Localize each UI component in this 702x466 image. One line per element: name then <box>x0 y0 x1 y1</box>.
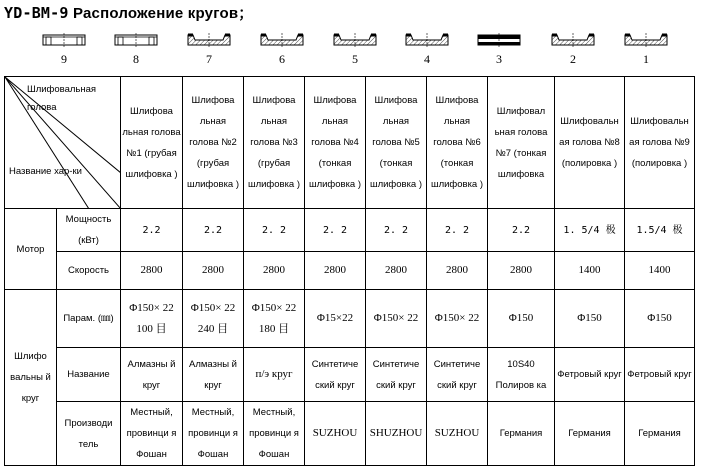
power-cell: 2.2 <box>121 209 183 252</box>
speed-cell: 1400 <box>625 252 695 290</box>
maker-cell: SUZHOU <box>427 402 488 466</box>
wheel-diagram-1 <box>624 28 668 76</box>
head-cell-6: Шлифова льная голова №6 (тонкая шлифовка ) <box>427 77 488 209</box>
speed-cell: 1400 <box>555 252 625 290</box>
params-cell: Φ150 <box>625 290 695 348</box>
wheel-number: 7 <box>206 52 212 66</box>
power-cell: 1. 5/4 极 <box>555 209 625 252</box>
speed-cell: 2800 <box>427 252 488 290</box>
head-cell-5: Шлифова льная голова №5 (тонкая шлифовка ) <box>366 77 427 209</box>
wheel-diagram-2 <box>551 28 595 76</box>
title-text: Расположение кругов； <box>73 5 254 22</box>
flat-wheel-icon <box>114 32 158 48</box>
params-row <box>5 290 695 348</box>
cup-wheel-icon <box>187 32 231 48</box>
wheel-diagram-8 <box>114 28 158 76</box>
name-cell: Синтетиче ский круг <box>305 348 366 402</box>
document-title <box>4 2 253 23</box>
speed-cell: 2800 <box>183 252 244 290</box>
name-cell: Синтетиче ский круг <box>427 348 488 402</box>
maker-cell: Местный, провинци я Фошан <box>183 402 244 466</box>
name-cell: Фетровый круг <box>555 348 625 402</box>
table-header-row <box>5 77 695 209</box>
speed-cell: 2800 <box>305 252 366 290</box>
head-cell-2: Шлифова льная голова №2 (грубая шлифовка ) <box>183 77 244 209</box>
flat-wheel-icon <box>42 32 86 48</box>
name-cell: Алмазны й круг <box>183 348 244 402</box>
params-cell: Φ150× 22 100 目 <box>121 290 183 348</box>
wheel-diagram-4 <box>405 28 449 76</box>
name-cell: 10S40 Полиров ка <box>488 348 555 402</box>
head-cell-9: Шлифовальн ая голова №9 (полировка ) <box>625 77 695 209</box>
head-cell-7: Шлифовал ьная голова №7 (тонкая шлифовка <box>488 77 555 209</box>
wheel-number: 8 <box>133 52 139 66</box>
maker-row <box>5 402 695 466</box>
cup-wheel-icon <box>405 32 449 48</box>
params-cell: Φ150 <box>555 290 625 348</box>
name-cell: Синтетиче ский круг <box>366 348 427 402</box>
head-cell-4: Шлифова льная голова №4 (тонкая шлифовка ) <box>305 77 366 209</box>
params-cell: Φ150× 22 <box>427 290 488 348</box>
maker-cell: Местный, провинци я Фошан <box>121 402 183 466</box>
cup-wheel-icon <box>260 32 304 48</box>
name-cell: Алмазны й круг <box>121 348 183 402</box>
maker-cell: Германия <box>488 402 555 466</box>
power-label: Мощность (кВт) <box>57 209 121 252</box>
head-cell-8: Шлифовальн ая голова №8 (полировка ) <box>555 77 625 209</box>
maker-cell: Местный, провинци я Фошан <box>244 402 305 466</box>
name-cell: Фетровый круг <box>625 348 695 402</box>
wheel-diagram-6 <box>260 28 304 76</box>
wheel-diagram-7 <box>187 28 231 76</box>
wheel-diagram-5 <box>333 28 377 76</box>
motor-label: Мотор <box>5 209 57 290</box>
name-label: Название <box>57 348 121 402</box>
power-cell: 2.2 <box>488 209 555 252</box>
cup-wheel-icon <box>624 32 668 48</box>
polishing-wheel-icon <box>477 32 521 48</box>
head-cell-3: Шлифова льная голова №3 (грубая шлифовка ) <box>244 77 305 209</box>
speed-label: Скорость <box>57 252 121 290</box>
cup-wheel-icon <box>333 32 377 48</box>
maker-cell: SUZHOU <box>305 402 366 466</box>
params-cell: Φ150× 22 180 目 <box>244 290 305 348</box>
wheel-number: 5 <box>352 52 358 66</box>
params-cell: Φ15×22 <box>305 290 366 348</box>
power-row <box>5 209 695 252</box>
wheel-number: 4 <box>424 52 430 66</box>
maker-label: Производи тель <box>57 402 121 466</box>
power-cell: 2. 2 <box>244 209 305 252</box>
speed-cell: 2800 <box>244 252 305 290</box>
wheel-number: 3 <box>496 52 502 66</box>
wheel-number: 1 <box>643 52 649 66</box>
speed-cell: 2800 <box>366 252 427 290</box>
head-cell-1: Шлифова льная голова №1 (грубая шлифовка ) <box>121 77 183 209</box>
power-cell: 2. 2 <box>305 209 366 252</box>
speed-row <box>5 252 695 290</box>
maker-cell: Германия <box>625 402 695 466</box>
params-cell: Φ150× 22 <box>366 290 427 348</box>
power-cell: 1.5/4 极 <box>625 209 695 252</box>
name-row <box>5 348 695 402</box>
wheel-layout-diagram <box>0 28 702 76</box>
power-cell: 2. 2 <box>366 209 427 252</box>
speed-cell: 2800 <box>488 252 555 290</box>
wheel-number: 6 <box>279 52 285 66</box>
wheel-number: 9 <box>61 52 67 66</box>
cup-wheel-icon <box>551 32 595 48</box>
wheel-diagram-9 <box>42 28 86 76</box>
params-label: Парам. (㎜) <box>57 290 121 348</box>
wheel-number: 2 <box>570 52 576 66</box>
speed-cell: 2800 <box>121 252 183 290</box>
power-cell: 2.2 <box>183 209 244 252</box>
name-cell: п/э круг <box>244 348 305 402</box>
spec-table <box>4 76 695 466</box>
model-code: YD-BM-9 <box>4 4 69 22</box>
maker-cell: SHUZHOU <box>366 402 427 466</box>
power-cell: 2. 2 <box>427 209 488 252</box>
corner-bottom-label: Название хар-ки <box>9 166 82 177</box>
params-cell: Φ150 <box>488 290 555 348</box>
wheel-label: Шлифо вальны й круг <box>5 290 57 466</box>
corner-top-label: Шлифовальная голова <box>27 84 97 113</box>
params-cell: Φ150× 22 240 目 <box>183 290 244 348</box>
maker-cell: Германия <box>555 402 625 466</box>
corner-header-cell <box>5 77 121 209</box>
wheel-diagram-3 <box>477 28 521 76</box>
